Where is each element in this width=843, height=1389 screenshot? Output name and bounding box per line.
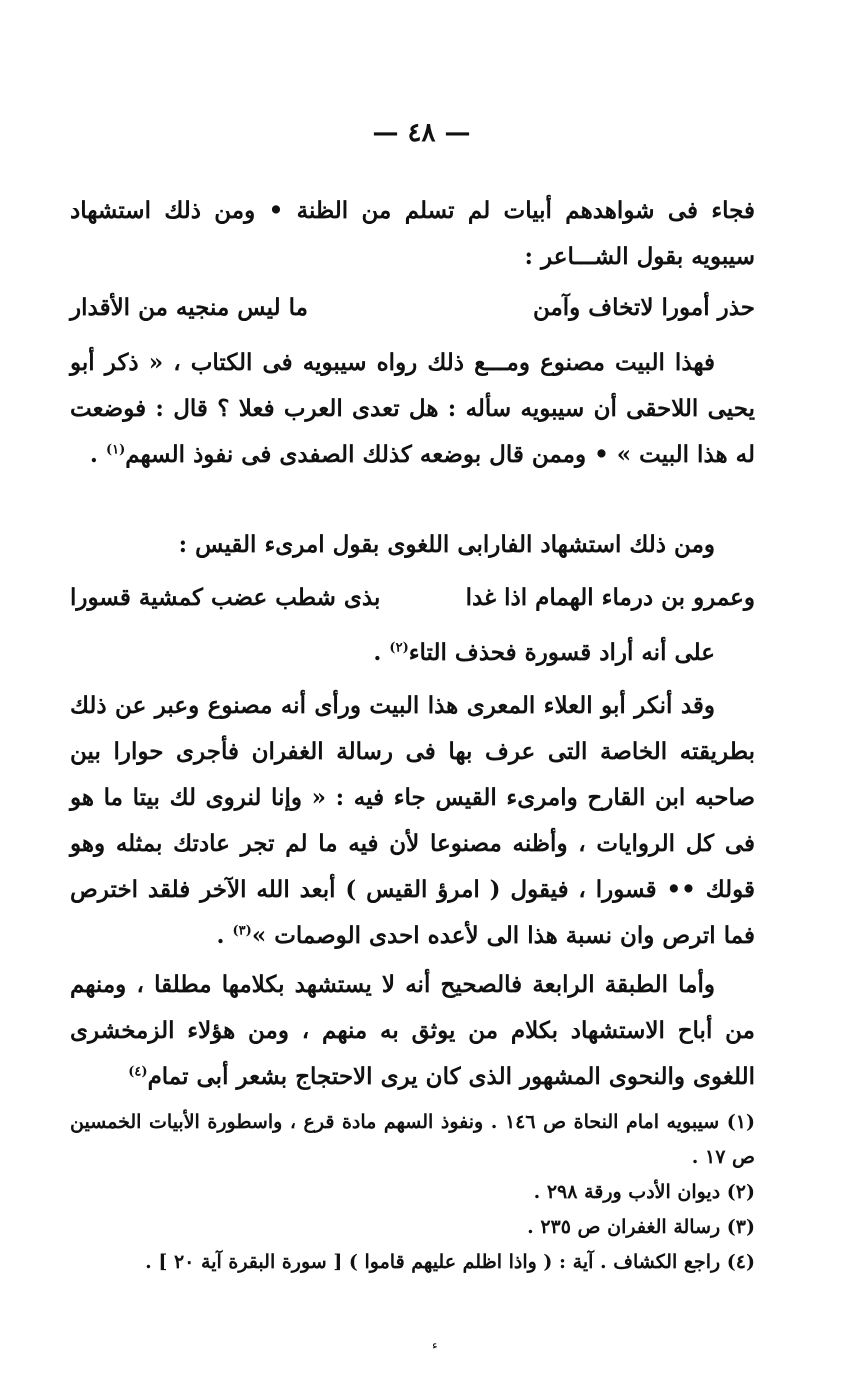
- footnote-ref-3: (٣): [232, 923, 252, 939]
- paragraph-4: [70, 630, 755, 676]
- verse-1-second-hemistich: ما ليس منجيه من الأقدار: [70, 294, 308, 321]
- paragraph-5-text: وقد أنكر أبو العلاء المعرى هذا البيت ورأى أنه مصنوع وعبر عن ذلك بطريقته الخاصة التى عرف بها فى رسالة الغفران فأجرى حوارا بين صاحبه ابن القارح وامرىء القيس جاء فيه : « وإنا لنروى لك بيتا ما هو فى كل الروايات ، وأظنه مصنوعا لأن فيه ما لم تجر عادتك بمثله وهو قولك •• قسورا ، فيقول ( امرؤ القيس ) أبعد الله الآخر فلقد اخترص فما اترص وان نسبة هذا الى لأعده احدى الوصمات »: [70, 692, 755, 949]
- verse-2-first-hemistich: وعمرو بن درماء الهمام اذا غدا: [465, 584, 755, 611]
- paragraph-4-end: .: [373, 639, 390, 666]
- paragraph-3: ومن ذلك استشهاد الفارابى اللغوى بقول امرىء القيس :: [178, 531, 715, 558]
- footnote-1: (١) سيبويه امام النحاة ص ١٤٦ . ونفوذ السهم مادة قرع ، واسطورة الأبيات الخمسين ص ١٧ .: [70, 1111, 755, 1168]
- footnote-2: (٢) ديوان الأدب ورقة ٢٩٨ .: [533, 1181, 755, 1203]
- footnote-ref-4: (٤): [128, 1064, 148, 1080]
- footnote-ref-2: (٢): [389, 640, 409, 656]
- footnote-4: (٤) راجع الكشاف . آية : ( واذا اظلم عليهم قاموا ) [ سورة البقرة آية ٢٠ ] .: [145, 1251, 755, 1273]
- paragraph-6-text: وأما الطبقة الرابعة فالصحيح أنه لا يستشهد بكلامها مطلقا ، ومنهم من أباح الاستشهاد بكلام من يوثق به منهم ، ومن هؤلاء الزمخشرى اللغوى والنحوى المشهور الذى كان يرى الاحتجاج بشعر أبى تمام: [70, 971, 755, 1090]
- verse-2: [70, 584, 755, 611]
- paragraph-1: فجاء فى شواهدهم أبيات لم تسلم من الظنة • ومن ذلك استشهاد سيبويه بقول الشـــاعر :: [70, 197, 755, 270]
- paragraph-5-end: .: [216, 922, 233, 949]
- paragraph-5: [70, 683, 755, 959]
- paragraph-4-text: على أنه أراد قسورة فحذف التاء: [408, 639, 715, 666]
- footnotes-section: [70, 1105, 755, 1280]
- footnote-3: (٣) رسالة الغفران ص ٢٣٥ .: [527, 1216, 755, 1238]
- paragraph-6: [70, 962, 755, 1100]
- paragraph-2-end: .: [89, 441, 106, 468]
- paragraph-2-text: فهذا البيت مصنوع ومـــع ذلك رواه سيبويه فى الكتاب ، « ذكر أبو يحيى اللاحقى أن سيبويه سأله : هل تعدى العرب فعلا ؟ قال : فوضعت له هذا البيت » • وممن قال بوضعه كذلك الصفدى فى نفوذ السهم: [70, 349, 755, 468]
- verse-1-first-hemistich: حذر أمورا لاتخاف وآمن: [532, 294, 755, 321]
- paragraph-2: [70, 340, 755, 478]
- verse-1: [70, 294, 755, 321]
- footnote-ref-1: (١): [105, 442, 126, 458]
- page-number: — ٤٨ —: [372, 118, 471, 148]
- verse-2-second-hemistich: بذى شطب عضب كمشية قسورا: [70, 584, 381, 611]
- bottom-mark: ء: [432, 1338, 438, 1352]
